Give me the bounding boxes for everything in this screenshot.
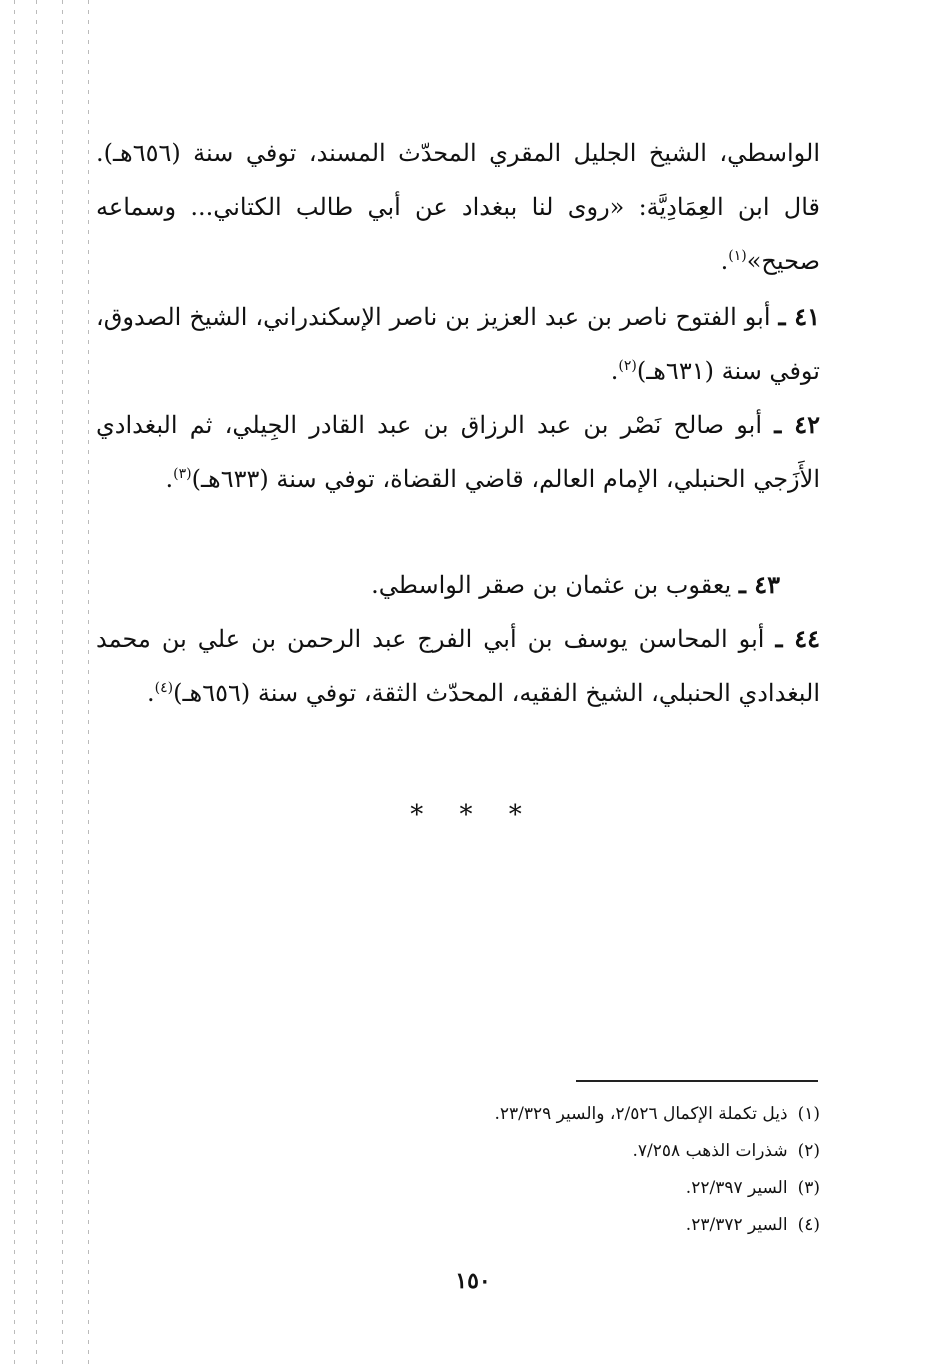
scan-artifact-line xyxy=(62,0,63,1369)
footnote-item xyxy=(200,1207,820,1244)
footnote-number: (٣) xyxy=(797,1178,820,1198)
entry-42 xyxy=(96,398,820,506)
entry-text: يعقوب بن عثمان بن صقر الواسطي. xyxy=(371,571,732,599)
page-number: ١٥٠ xyxy=(455,1268,491,1294)
footnote-number: (٤) xyxy=(797,1215,820,1235)
section-separator: * * * xyxy=(410,800,536,830)
footnote-ref[interactable]: (٣) xyxy=(173,466,192,482)
entry-44 xyxy=(96,612,820,720)
footnote-number: (٢) xyxy=(797,1141,820,1161)
entry-number: ٤١ ـ xyxy=(778,302,820,331)
entry-number: ٤٤ ـ xyxy=(775,624,820,653)
entry-43 xyxy=(96,558,820,612)
entry-number: ٤٢ ـ xyxy=(774,410,820,439)
footnote-number: (١) xyxy=(797,1104,820,1124)
paragraph-continued xyxy=(96,126,820,288)
footnote-item xyxy=(200,1170,820,1207)
paragraph-text: الواسطي، الشيخ الجليل المقري المحدّث المسند، توفي سنة (٦٥٦هـ). قال ابن العِمَادِيَّة: «روى لنا ببغداد عن أبي طالب الكتاني... وسماعه صحيح» xyxy=(96,139,820,275)
footnote-text: السير ٢٣/٣٧٢. xyxy=(685,1215,788,1235)
footnote-item xyxy=(200,1096,820,1133)
footnote-item xyxy=(200,1133,820,1170)
entry-text: أبو صالح نَصْر بن عبد الرزاق بن عبد القادر الجِيلي، ثم البغدادي الأَزَجي الحنبلي، الإمام العالم، قاضي القضاة، توفي سنة (٦٣٣هـ) xyxy=(96,411,820,493)
footnote-rule xyxy=(576,1080,818,1082)
paragraph-end: . xyxy=(720,247,729,275)
footnote-ref[interactable]: (١) xyxy=(728,248,747,264)
scan-artifact-line xyxy=(88,0,89,1369)
paragraph-end: . xyxy=(147,679,155,707)
footnote-text: شذرات الذهب ٧/٢٥٨. xyxy=(632,1141,788,1161)
entry-text: أبو المحاسن يوسف بن أبي الفرج عبد الرحمن بن علي بن محمد البغدادي الحنبلي، الشيخ الفقيه، المحدّث الثقة، توفي سنة (٦٥٦هـ) xyxy=(96,625,820,707)
footnote-text: ذيل تكملة الإكمال ٢/٥٢٦، والسير ٢٣/٣٢٩. xyxy=(494,1104,788,1124)
entry-number: ٤٣ ـ xyxy=(738,570,780,599)
footnotes xyxy=(200,1096,820,1244)
footnote-text: السير ٢٢/٣٩٧. xyxy=(685,1178,788,1198)
entry-41 xyxy=(96,290,820,398)
footnote-ref[interactable]: (٢) xyxy=(618,358,637,374)
scan-artifact-line xyxy=(36,0,37,1369)
entry-text: أبو الفتوح ناصر بن عبد العزيز بن ناصر الإسكندراني، الشيخ الصدوق، توفي سنة (٦٣١هـ) xyxy=(96,303,820,385)
scan-artifact-line xyxy=(14,0,15,1369)
paragraph-end: . xyxy=(165,465,174,493)
footnote-ref[interactable]: (٤) xyxy=(154,680,174,696)
paragraph-end: . xyxy=(610,357,619,385)
